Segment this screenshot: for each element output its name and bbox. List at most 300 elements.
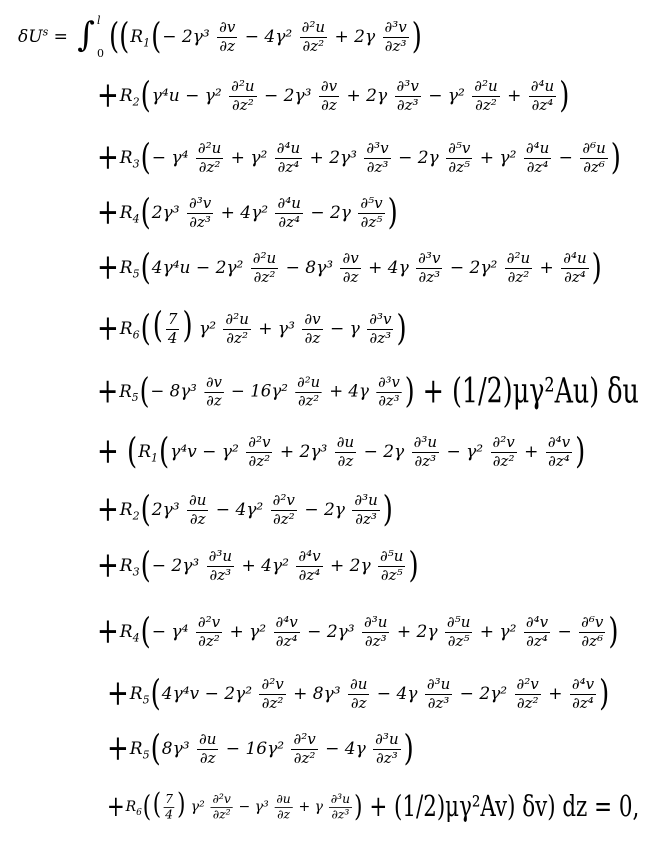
term: γ² <box>447 85 465 106</box>
fraction-denominator: ∂z³ <box>414 451 437 470</box>
coefficient-subscript: 4 <box>132 631 140 645</box>
term: + <box>293 683 308 704</box>
fraction-denominator: ∂z⁴ <box>278 212 301 231</box>
fraction-numerator: ∂³v <box>188 194 212 212</box>
coefficient-subscript: 5 <box>142 693 150 707</box>
fraction-denominator: ∂z⁵ <box>448 157 471 176</box>
term: γ² <box>190 798 205 816</box>
term: γ² <box>199 318 217 339</box>
term: γ² <box>499 621 517 642</box>
line-suffix: ) + (1/2)μγ²Av) δv) dz = 0, <box>354 790 640 824</box>
coefficient-subscript: 4 <box>132 212 140 226</box>
equation-line <box>96 490 394 531</box>
term: − <box>428 85 443 106</box>
fraction-numerator: ∂²u <box>506 249 531 267</box>
term: + <box>329 555 345 576</box>
equation-line <box>96 546 420 587</box>
coefficient-subscript: 2 <box>132 509 140 523</box>
fraction-numerator: ∂⁴u <box>563 249 587 267</box>
line-suffix: ) <box>387 193 398 234</box>
term: 2γ³ <box>151 499 180 520</box>
paren-open: ( <box>151 16 162 58</box>
fraction-numerator: ∂⁶u <box>582 139 606 157</box>
term: − <box>215 499 231 520</box>
fraction <box>364 141 390 176</box>
fraction-denominator: ∂z⁶ <box>583 157 605 176</box>
coefficient: $R_6$ <box>119 319 140 342</box>
coefficient: $R_4$ <box>119 203 140 226</box>
term: γ² <box>466 441 484 462</box>
fraction <box>187 493 208 528</box>
fraction-numerator: ∂u <box>188 491 207 509</box>
line-prefix: + <box>106 790 125 824</box>
fraction-denominator: ∂z⁴ <box>277 157 300 176</box>
fraction-numerator: ∂³u <box>413 433 438 451</box>
fraction-denominator: ∂z² <box>253 267 276 286</box>
fraction-numerator: ∂⁵u <box>446 613 471 631</box>
term: γ² <box>499 147 517 168</box>
fraction-denominator: ∂z <box>219 36 236 55</box>
term: − <box>285 257 300 278</box>
term: γ² <box>221 441 239 462</box>
fraction <box>378 549 405 584</box>
paren-open: ( <box>140 76 151 117</box>
integral-upper-limit: l <box>97 14 101 27</box>
line-terms <box>152 251 591 286</box>
fraction-denominator: ∂z <box>350 693 367 712</box>
term: − <box>185 85 200 106</box>
term: γ⁴ <box>171 621 189 642</box>
fraction-denominator: ∂z <box>189 509 206 528</box>
line-prefix: (( <box>109 16 130 58</box>
paren-open: ( <box>140 248 151 289</box>
fraction-numerator: ∂v <box>342 249 359 267</box>
fraction-denominator: ∂z² <box>475 95 497 114</box>
coefficient-subscript: 5 <box>142 748 150 762</box>
fraction-denominator: ∂z² <box>212 806 231 822</box>
fraction <box>166 312 180 347</box>
fraction-numerator: ∂⁴v <box>547 433 571 451</box>
line-suffix: ) <box>411 16 422 58</box>
term: + <box>279 441 295 462</box>
line-prefix: + <box>107 674 129 715</box>
term: 16γ² <box>250 381 288 402</box>
fraction-denominator: ∂z³ <box>364 631 387 650</box>
term: γ³ <box>277 318 295 339</box>
fraction <box>505 251 532 286</box>
paren-open: ( <box>152 305 163 346</box>
fraction <box>329 793 352 821</box>
term: + <box>479 147 495 168</box>
equation-line <box>106 787 640 824</box>
term: + <box>524 441 539 462</box>
fraction <box>383 17 409 55</box>
term: − <box>376 683 392 704</box>
term: − <box>162 26 177 47</box>
term: + <box>507 85 522 106</box>
fraction <box>546 435 572 470</box>
fraction <box>197 732 218 767</box>
fraction <box>348 677 369 712</box>
fraction-denominator: ∂z <box>206 391 222 410</box>
fraction-denominator: ∂z² <box>198 157 221 176</box>
fraction-denominator: ∂z² <box>297 391 320 410</box>
term: + <box>329 381 344 402</box>
paren-open: ( <box>140 490 151 531</box>
line-suffix: ) <box>408 546 419 587</box>
fraction-denominator: ∂z⁴ <box>275 631 298 650</box>
fraction-denominator: ∂z² <box>261 693 284 712</box>
fraction <box>446 141 472 176</box>
equation-line <box>18 14 423 60</box>
fraction <box>196 615 222 650</box>
fraction-numerator: ∂v <box>219 17 236 36</box>
fraction-numerator: ∂²v <box>261 675 284 693</box>
paren-open: ( <box>142 790 152 824</box>
term: + <box>396 621 412 642</box>
fraction <box>570 677 596 712</box>
fraction-numerator: ∂⁴u <box>525 139 550 157</box>
lhs-superscript: s <box>42 25 49 39</box>
term: − <box>264 85 279 106</box>
fraction <box>300 17 327 55</box>
term: + <box>258 318 273 339</box>
fraction-denominator: ∂z² <box>516 693 539 712</box>
fraction <box>524 615 550 650</box>
fraction-numerator: ∂³v <box>378 373 400 392</box>
term: 4γ <box>396 683 418 704</box>
fraction <box>275 196 302 231</box>
term: 2γ³ <box>329 147 357 168</box>
term: 2γ <box>323 499 345 520</box>
term: + <box>479 621 495 642</box>
fraction <box>416 251 442 286</box>
term: 4γ² <box>235 499 264 520</box>
coefficient: $R_2$ <box>119 500 140 523</box>
term: − <box>307 621 322 642</box>
fraction-denominator: ∂z <box>342 267 359 286</box>
term: − <box>459 683 474 704</box>
fraction <box>412 435 439 470</box>
fraction <box>515 677 541 712</box>
term: + <box>298 798 311 816</box>
paren-open: ( <box>140 546 151 587</box>
equation-line <box>106 729 415 770</box>
term: 2γ³ <box>326 621 355 642</box>
fraction-numerator: ∂v <box>304 310 321 328</box>
term: 4γ <box>344 738 366 759</box>
term: + <box>241 555 256 576</box>
line-prefix: + <box>97 546 119 587</box>
term: 8γ³ <box>305 257 334 278</box>
equals-sign: = <box>48 27 74 47</box>
line-terms <box>152 615 608 650</box>
coefficient-subscript: 3 <box>132 565 140 579</box>
fraction-numerator: ∂⁵v <box>360 194 383 212</box>
line-prefix: + <box>97 193 119 234</box>
line-terms <box>152 305 396 347</box>
integral-limits <box>97 14 104 60</box>
term: 4γ² <box>240 202 269 223</box>
fraction-denominator: ∂z³ <box>355 509 377 528</box>
fraction-numerator: ∂²u <box>252 249 277 267</box>
line-terms <box>152 196 387 231</box>
coefficient: $R_5$ <box>119 258 140 281</box>
fraction-numerator: ∂v <box>320 77 338 95</box>
fraction <box>275 141 302 176</box>
term: 2γ <box>383 441 405 462</box>
fraction <box>271 493 297 528</box>
fraction-numerator: ∂²v <box>197 613 221 631</box>
fraction-numerator: ∂u <box>336 433 355 451</box>
term: − <box>195 257 211 278</box>
fraction-numerator: ∂²u <box>225 310 249 328</box>
paren-open: ( <box>140 193 151 234</box>
term: − <box>557 621 572 642</box>
term: 4γ⁴v <box>161 683 200 704</box>
fraction-numerator: ∂²u <box>197 139 222 157</box>
term: 4γ² <box>264 26 293 47</box>
line-prefix: + <box>97 309 119 350</box>
fraction-denominator: ∂z⁶ <box>581 631 604 650</box>
line-suffix: ) + (1/2)μγ²Au) δu <box>404 372 639 413</box>
term: − <box>558 147 573 168</box>
fraction <box>579 615 605 650</box>
fraction-denominator: ∂z³ <box>418 267 441 286</box>
term: − <box>151 147 167 168</box>
term: 2γ² <box>479 683 508 704</box>
term: 2γ <box>329 202 351 223</box>
term: − <box>151 555 167 576</box>
equation-lhs: $\delta U^s$ <box>18 25 49 47</box>
fraction <box>319 79 339 114</box>
term: − <box>151 621 167 642</box>
fraction <box>352 493 379 528</box>
term: 2γ² <box>224 683 253 704</box>
fraction <box>362 615 389 650</box>
fraction-denominator: ∂z³ <box>384 36 407 55</box>
coefficient: $R_2$ <box>119 86 140 109</box>
coefficient-subscript: 3 <box>132 157 140 171</box>
fraction-numerator: ∂³u <box>364 613 388 631</box>
term: 16γ² <box>245 738 285 759</box>
term: 4γ⁴u <box>151 257 191 278</box>
fraction-denominator: ∂z³ <box>376 748 398 767</box>
term: + <box>229 621 244 642</box>
equation-line <box>106 674 610 715</box>
fraction-denominator: ∂z <box>277 806 291 822</box>
line-suffix: ) <box>608 612 619 653</box>
term: − <box>231 381 245 402</box>
fraction <box>472 79 499 114</box>
line-prefix: + <box>97 248 119 289</box>
fraction <box>164 793 175 821</box>
term: + <box>346 85 361 106</box>
fraction-denominator: ∂z⁴ <box>572 693 594 712</box>
equation-line <box>96 372 640 413</box>
line-suffix: ) <box>396 309 407 350</box>
paren-open: ( <box>140 309 151 350</box>
paren-close: ) <box>182 305 193 346</box>
line-prefix: + <box>97 138 119 179</box>
fraction-numerator: ∂³u <box>330 791 351 807</box>
line-terms <box>152 549 408 584</box>
fraction <box>187 196 213 231</box>
fraction <box>425 677 452 712</box>
fraction-numerator: ∂⁴u <box>276 139 301 157</box>
fraction-denominator: ∂z⁴ <box>564 267 586 286</box>
term: γ⁴ <box>171 147 189 168</box>
fraction-numerator: ∂⁴u <box>277 194 301 212</box>
coefficient: $R_4$ <box>119 622 140 645</box>
fraction-denominator: ∂z <box>304 328 321 347</box>
equation-line <box>96 432 586 473</box>
fraction <box>491 435 517 470</box>
fraction <box>373 732 400 767</box>
fraction-denominator: ∂z³ <box>331 806 350 822</box>
fraction-numerator: ∂u <box>349 675 368 693</box>
term: γ <box>314 798 324 816</box>
coefficient: $R_5$ <box>129 684 150 707</box>
term: − <box>225 738 241 759</box>
term: 2γ² <box>215 257 244 278</box>
fraction-numerator: ∂²v <box>516 675 539 693</box>
term: − <box>304 499 319 520</box>
fraction-denominator: ∂z⁴ <box>526 157 549 176</box>
coefficient: $R_3$ <box>119 556 140 579</box>
integral-sign: ∫ <box>77 15 95 55</box>
term: γ <box>349 318 360 339</box>
fraction <box>524 141 551 176</box>
paren-open: ( <box>159 432 170 473</box>
term: γ² <box>250 147 268 168</box>
equation-line <box>96 612 620 653</box>
equation-line <box>96 138 622 179</box>
fraction-numerator: ∂³u <box>426 675 451 693</box>
fraction-numerator: 7 <box>165 791 174 807</box>
fraction <box>217 17 237 55</box>
line-terms <box>152 141 610 176</box>
fraction-numerator: ∂³v <box>366 139 389 157</box>
line-suffix: ) <box>559 76 570 117</box>
fraction <box>275 793 293 821</box>
line-suffix: ) <box>575 432 586 473</box>
fraction-numerator: ∂⁵v <box>448 139 471 157</box>
term: − <box>449 257 465 278</box>
fraction-numerator: ∂³v <box>369 310 392 328</box>
term: 2γ <box>354 26 376 47</box>
line-terms <box>162 17 411 55</box>
term: 2γ³ <box>181 26 210 47</box>
fraction <box>251 251 278 286</box>
fraction-denominator: ∂z² <box>293 748 316 767</box>
fraction <box>367 312 393 347</box>
fraction-denominator: ∂z⁵ <box>447 631 470 650</box>
term: − <box>363 441 378 462</box>
fraction-numerator: 7 <box>167 310 178 328</box>
term: + <box>368 257 383 278</box>
fraction <box>274 615 300 650</box>
term: + <box>334 26 349 47</box>
fraction-denominator: ∂z² <box>226 328 248 347</box>
fraction-denominator: 4 <box>165 806 174 822</box>
paren-open: ( <box>139 372 150 413</box>
fraction <box>302 312 322 347</box>
coefficient: $R_6$ <box>125 799 142 818</box>
term: γ⁴v <box>170 441 197 462</box>
term: γ² <box>249 621 267 642</box>
term: 4γ² <box>261 555 289 576</box>
fraction <box>395 79 421 114</box>
term: − <box>446 441 461 462</box>
fraction <box>296 549 322 584</box>
term: 8γ³ <box>161 738 190 759</box>
fraction-denominator: ∂z³ <box>427 693 450 712</box>
coefficient-subscript: 2 <box>132 95 140 109</box>
fraction-denominator: ∂z² <box>507 267 530 286</box>
fraction-numerator: ∂³u <box>375 730 399 748</box>
fraction <box>335 435 356 470</box>
line-suffix: ) <box>599 674 610 715</box>
line-suffix: ) <box>591 248 602 289</box>
fraction <box>291 732 317 767</box>
fraction-numerator: ∂²u <box>474 77 498 95</box>
fraction-numerator: ∂⁶v <box>581 613 604 631</box>
coefficient: $R_1$ <box>130 27 151 50</box>
term: 2γ³ <box>299 441 328 462</box>
paren-open: ( <box>140 138 151 179</box>
coefficient-subscript: 1 <box>151 451 159 465</box>
term: + <box>548 683 563 704</box>
fraction <box>580 141 607 176</box>
fraction <box>204 375 224 409</box>
fraction-numerator: ∂²u <box>301 17 326 36</box>
fraction-numerator: ∂²v <box>492 433 515 451</box>
coefficient-subscript: 6 <box>136 806 142 818</box>
coefficient-subscript: 5 <box>131 391 139 405</box>
line-terms <box>152 79 558 114</box>
line-terms <box>152 493 382 528</box>
fraction-denominator: ∂z⁴ <box>548 451 570 470</box>
term: 2γ³ <box>283 85 312 106</box>
fraction <box>358 196 384 231</box>
line-prefix: + <box>97 76 119 117</box>
term: − <box>244 26 260 47</box>
term: 2γ <box>349 555 371 576</box>
fraction-denominator: ∂z² <box>302 36 325 55</box>
line-terms <box>150 375 403 409</box>
fraction-numerator: ∂²v <box>272 491 295 509</box>
line-terms <box>152 787 353 822</box>
fraction-numerator: ∂³v <box>384 17 407 36</box>
fraction-denominator: ∂z⁴ <box>531 95 554 114</box>
fraction <box>223 312 250 347</box>
fraction-denominator: ∂z³ <box>378 391 400 410</box>
fraction-denominator: ∂z³ <box>189 212 211 231</box>
fraction-denominator: ∂z² <box>232 95 254 114</box>
fraction-numerator: ∂²v <box>248 433 271 451</box>
integral-lower-limit: 0 <box>97 47 104 60</box>
equation-line <box>96 76 570 117</box>
fraction-numerator: ∂⁵u <box>380 547 404 565</box>
term: − <box>325 738 340 759</box>
coefficient: $R_5$ <box>119 382 139 405</box>
term: − <box>398 147 413 168</box>
fraction-denominator: ∂z <box>199 748 216 767</box>
fraction-numerator: ∂²u <box>231 77 255 95</box>
fraction-denominator: ∂z⁵ <box>380 565 403 584</box>
fraction-numerator: ∂v <box>205 373 222 392</box>
